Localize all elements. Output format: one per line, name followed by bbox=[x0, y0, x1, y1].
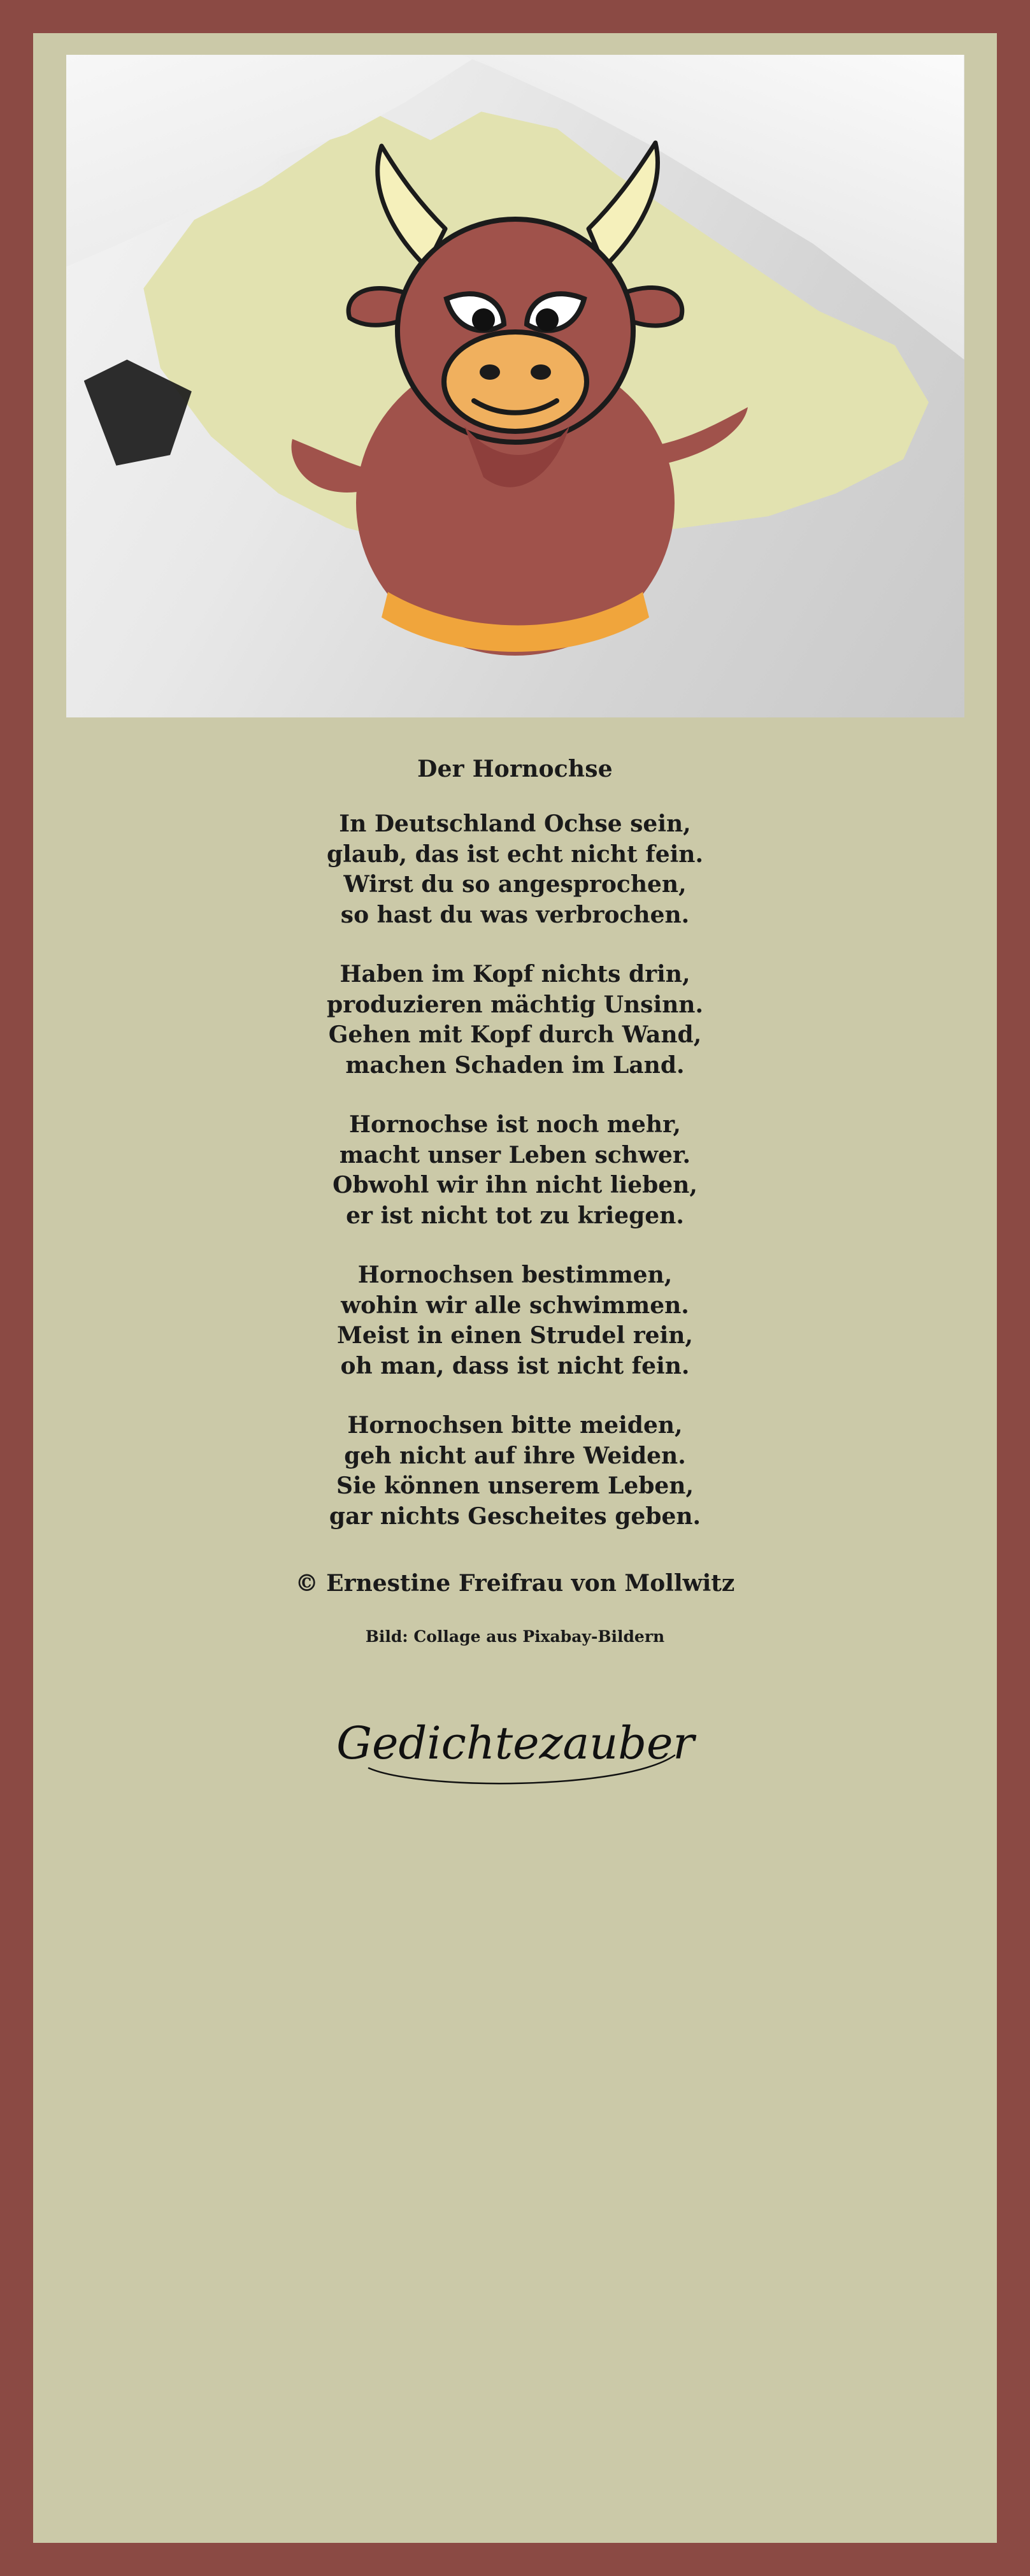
poem-line: Haben im Kopf nichts drin, bbox=[340, 961, 690, 988]
poem-line: oh man, dass ist nicht fein. bbox=[340, 1352, 690, 1379]
poem-line: Hornochsen bitte meiden, bbox=[347, 1412, 683, 1439]
poem-line: so hast du was verbrochen. bbox=[340, 901, 690, 928]
svg-text:Gedichtezauber: Gedichtezauber bbox=[336, 1717, 694, 1770]
bull-graphic bbox=[273, 108, 757, 668]
poem-line: In Deutschland Ochse sein, bbox=[339, 810, 691, 837]
gedichtezauber-logo bbox=[292, 1679, 738, 1800]
poem-line: gar nichts Gescheites geben. bbox=[329, 1502, 701, 1530]
poem-line: Meist in einen Strudel rein, bbox=[337, 1322, 693, 1349]
poem-line: Sie können unserem Leben, bbox=[336, 1472, 694, 1500]
poem-title: Der Hornochse bbox=[417, 756, 613, 782]
poem-body bbox=[327, 809, 703, 1561]
stanza bbox=[327, 1110, 703, 1231]
stanza bbox=[327, 809, 703, 930]
stanza bbox=[327, 1260, 703, 1381]
poem-line: produzieren mächtig Unsinn. bbox=[326, 991, 703, 1018]
poem-line: Hornochse ist noch mehr, bbox=[349, 1111, 681, 1139]
poem-line: wohin wir alle schwimmen. bbox=[341, 1292, 689, 1319]
angry-bull-illustration bbox=[66, 55, 964, 717]
poem-line: geh nicht auf ihre Weiden. bbox=[344, 1442, 686, 1469]
stanza bbox=[327, 960, 703, 1081]
author-credit: © Ernestine Freifrau von Mollwitz bbox=[295, 1570, 735, 1597]
poem-line: machen Schaden im Land. bbox=[345, 1051, 685, 1079]
image-credit: Bild: Collage aus Pixabay-Bildern bbox=[365, 1627, 665, 1646]
poster-inner-page bbox=[33, 33, 997, 2543]
poem-line: macht unser Leben schwer. bbox=[339, 1141, 691, 1169]
poem-line: Gehen mit Kopf durch Wand, bbox=[328, 1021, 702, 1049]
poem-line: glaub, das ist echt nicht fein. bbox=[326, 840, 704, 868]
poem-line: Wirst du so angesprochen, bbox=[343, 871, 687, 898]
poem-line: Obwohl wir ihn nicht lieben, bbox=[333, 1172, 697, 1199]
poem-line: Hornochsen bestimmen, bbox=[357, 1262, 673, 1289]
logo-script-graphic bbox=[292, 1679, 738, 1800]
stanza bbox=[327, 1411, 703, 1532]
poem-line: er ist nicht tot zu kriegen. bbox=[346, 1202, 684, 1229]
